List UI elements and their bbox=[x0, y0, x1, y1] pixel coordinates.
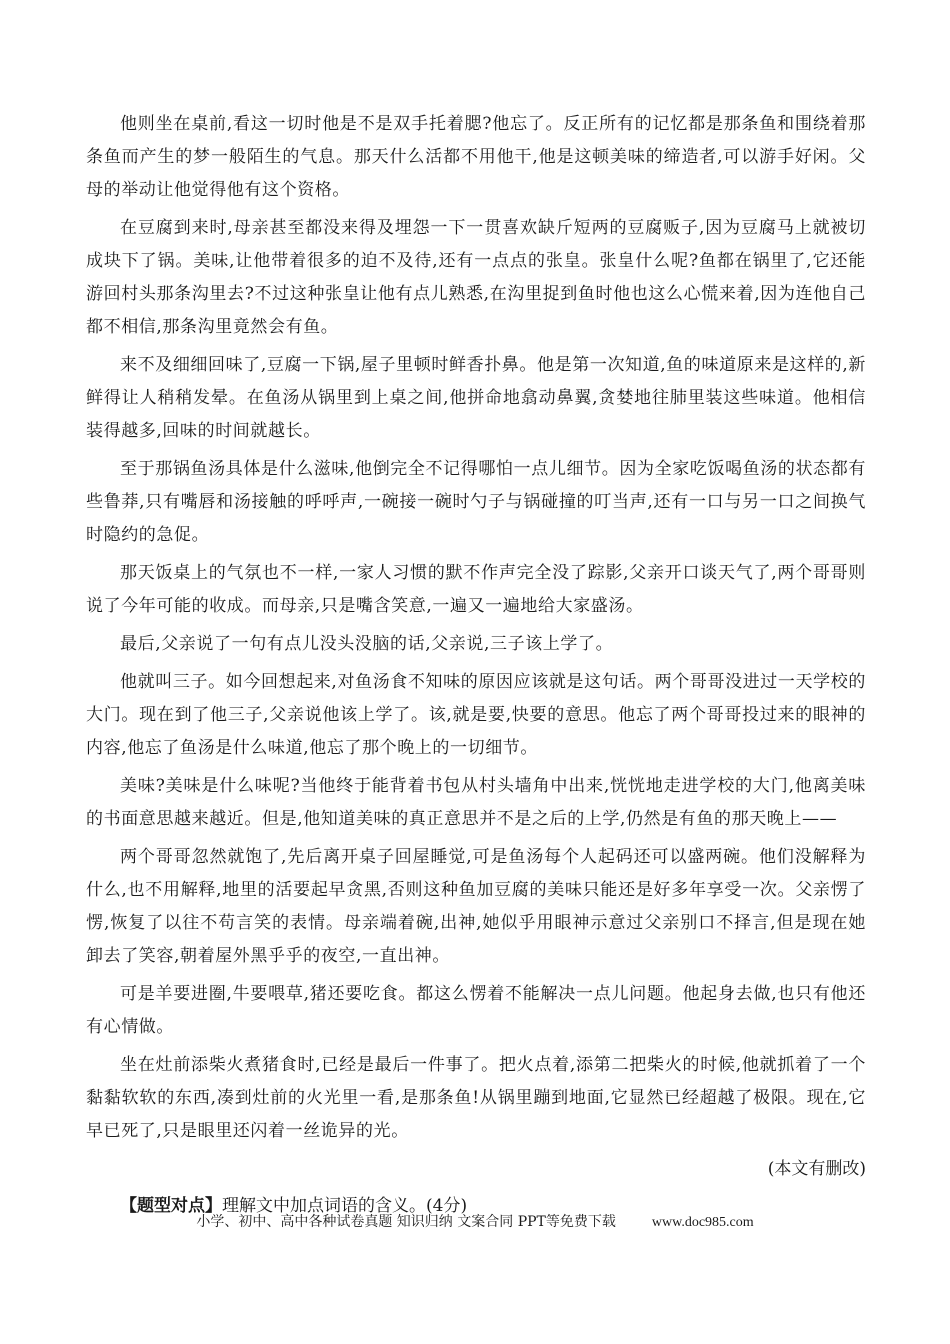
paragraph-5: 那天饭桌上的气氛也不一样,一家人习惯的默不作声完全没了踪影,父亲开口谈天气了,两个哥哥则说了今年可能的收成。而母亲,只是嘴含笑意,一遍又一遍地给大家盛汤。 bbox=[86, 563, 866, 616]
paragraph-2: 在豆腐到来时,母亲甚至都没来得及埋怨一下一贯喜欢缺斤短两的豆腐贩子,因为豆腐马上就被切成块下了锅。美味,让他带着很多的迫不及待,还有一点点的张皇。张皇什么呢?鱼都在锅里了,它还能游回村头那条沟里去?不过这种张皇让他有点儿熟悉,在沟里捉到鱼时他也这么心慌来着,因为连他自己都不相信,那条沟里竟然会有鱼。 bbox=[86, 218, 866, 337]
paragraph-7: 他就叫三子。如今回想起来,对鱼汤食不知味的原因应该就是这句话。两个哥哥没进过一天学校的大门。现在到了他三子,父亲说他该上学了。该,就是要,快要的意思。他忘了两个哥哥投过来的眼神的内容,他忘了鱼汤是什么味道,他忘了那个晚上的一切细节。 bbox=[86, 672, 866, 758]
footer-text: 小学、初中、高中各种试卷真题 知识归纳 文案合同 PPT等免费下载 bbox=[196, 1214, 616, 1230]
article-body bbox=[86, 108, 866, 1223]
question-type-tag: 【题型对点】 bbox=[120, 1196, 222, 1216]
paragraph-1: 他则坐在桌前,看这一切时他是不是双手托着腮?他忘了。反正所有的记忆都是那条鱼和围绕着那条鱼而产生的梦一般陌生的气息。那天什么活都不用他干,他是这顿美味的缔造者,可以游手好闲。父母的举动让他觉得他有这个资格。 bbox=[86, 114, 866, 200]
paragraph-8: 美味?美味是什么味呢?当他终于能背着书包从村头墙角中出来,恍恍地走进学校的大门,他离美味的书面意思越来越近。但是,他知道美味的真正意思并不是之后的上学,仍然是有鱼的那天晚上—— bbox=[86, 776, 866, 829]
paragraph-4: 至于那锅鱼汤具体是什么滋味,他倒完全不记得哪怕一点儿细节。因为全家吃饭喝鱼汤的状态都有些鲁莽,只有嘴唇和汤接触的呼呼声,一碗接一碗时勺子与锅碰撞的叮当声,还有一口与另一口之间换气时隐约的急促。 bbox=[86, 459, 866, 545]
paragraph-11: 坐在灶前添柴火煮猪食时,已经是最后一件事了。把火点着,添第二把柴火的时候,他就抓着了一个黏黏软软的东西,凑到灶前的火光里一看,是那条鱼!从锅里蹦到地面,它显然已经超越了极限。现在,它早已死了,只是眼里还闪着一丝诡异的光。 bbox=[86, 1055, 866, 1141]
page-footer bbox=[0, 1212, 950, 1233]
question-text: 理解文中加点词语的含义。(4分) bbox=[222, 1196, 468, 1216]
paragraph-3: 来不及细细回味了,豆腐一下锅,屋子里顿时鲜香扑鼻。他是第一次知道,鱼的味道原来是这样的,新鲜得让人稍稍发晕。在鱼汤从锅里到上桌之间,他拼命地翕动鼻翼,贪婪地往肺里装这些味道。他相信装得越多,回味的时间就越长。 bbox=[86, 355, 866, 441]
revision-note: (本文有删改) bbox=[767, 1159, 866, 1179]
paragraph-9: 两个哥哥忽然就饱了,先后离开桌子回屋睡觉,可是鱼汤每个人起码还可以盛两碗。他们没解释为什么,也不用解释,地里的活要起早贪黑,否则这种鱼加豆腐的美味只能还是好多年享受一次。父亲愣了愣,恢复了以往不苟言笑的表情。母亲端着碗,出神,她似乎用眼神示意过父亲别口不择言,但是现在她卸去了笑容,朝着屋外黑乎乎的夜空,一直出神。 bbox=[86, 847, 866, 966]
paragraph-6: 最后,父亲说了一句有点儿没头没脑的话,父亲说,三子该上学了。 bbox=[120, 634, 614, 654]
footer-site-link[interactable]: www.doc985.com bbox=[651, 1215, 754, 1230]
paragraph-10: 可是羊要进圈,牛要喂草,猪还要吃食。都这么愣着不能解决一点儿问题。他起身去做,也只有他还有心情做。 bbox=[86, 984, 866, 1037]
